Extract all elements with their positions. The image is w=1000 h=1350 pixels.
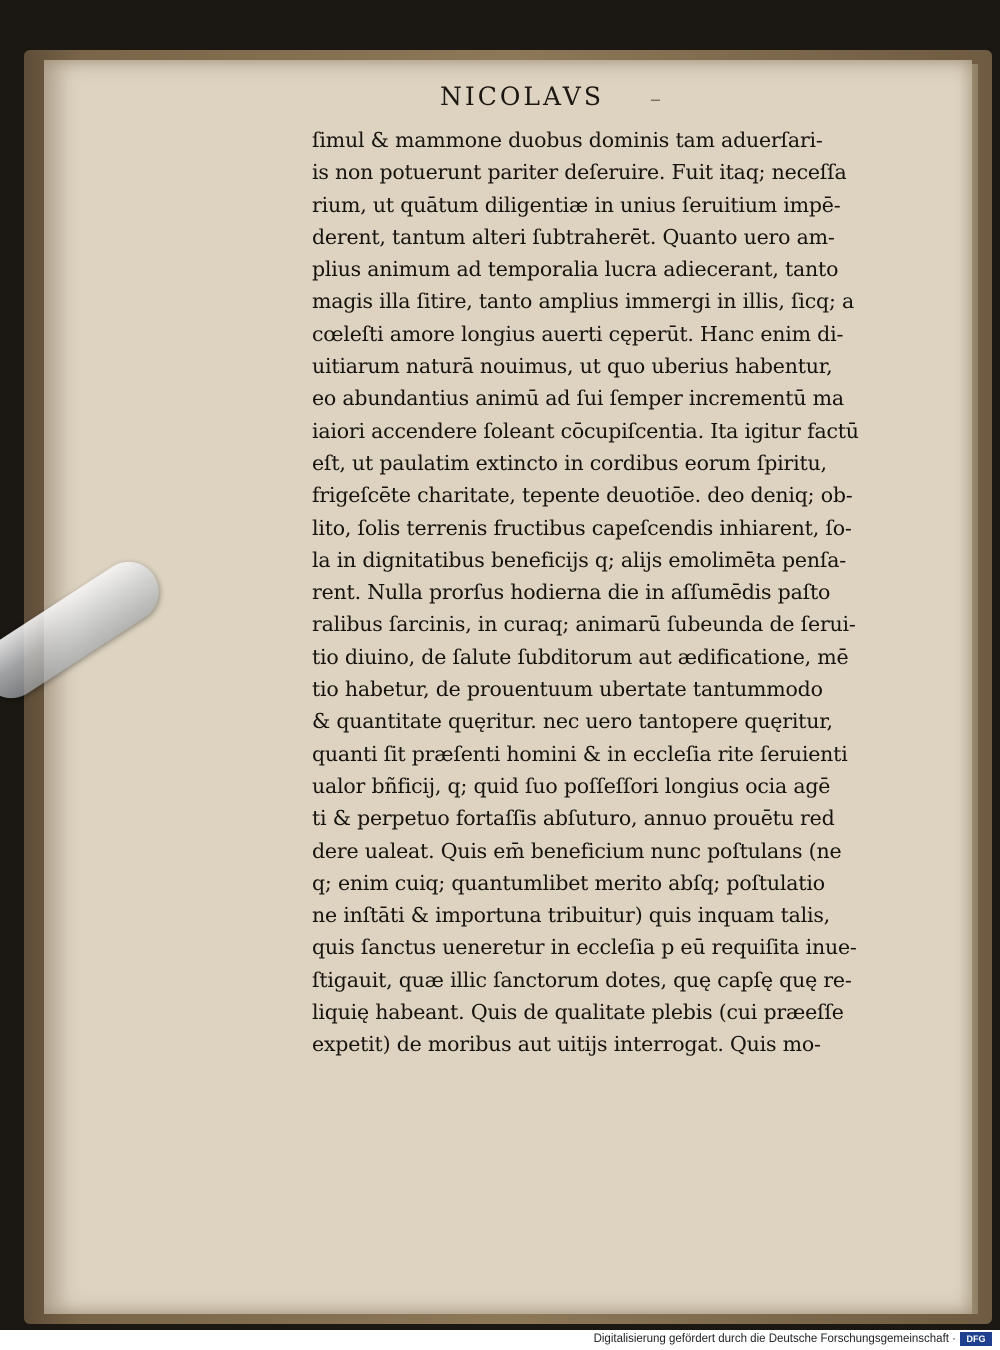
text-line: derent, tantum alteri ſubtraherēt. Quanto uero am- xyxy=(312,224,835,249)
text-line: cœleſti amore longius auerti cęperūt. Hanc enim di- xyxy=(312,321,844,346)
text-line: ualor bñficij, q; quid ſuo poſſeſſori longius ocia agē xyxy=(312,773,831,798)
text-line: la in dignitatibus beneficijs q; alijs emolimēta penſa- xyxy=(312,547,846,572)
text-line: ſimul & mammone duobus dominis tam aduerſari- xyxy=(312,128,823,152)
text-line: ſtigauit, quæ illic ſanctorum dotes, quę capſę quę re- xyxy=(312,967,852,992)
text-line: eſt, ut paulatim extincto in cordibus eorum ſpiritu, xyxy=(312,450,827,475)
running-head-mark: – xyxy=(650,87,661,112)
text-line: is non potuerunt pariter deſeruire. Fuit itaq; neceſſa xyxy=(312,160,847,185)
text-line: lito, ſolis terrenis fructibus capeſcendis inhiarent, ſo- xyxy=(312,515,852,540)
text-block xyxy=(312,124,924,1061)
text-line: q; enim cuiq; quantumlibet merito abſq; poſtulatio xyxy=(312,870,825,895)
text-line: quis ſanctus ueneretur in eccleſia p eū requiſita inue- xyxy=(312,935,857,960)
text-line: liquię habeant. Quis de qualitate plebis (cui præeſſe xyxy=(312,1000,844,1025)
text-line: ralibus ſarcinis, in curaq; animarū ſubeunda de ſerui- xyxy=(312,612,856,637)
text-line: rium, ut quātum diligentiæ in unius ſeruitium impē- xyxy=(312,192,841,217)
text-line: ti & perpetuo fortaſſis abſuturo, annuo prouētu red xyxy=(312,806,835,831)
text-line: uitiarum naturā nouimus, ut quo uberius habentur, xyxy=(312,354,833,379)
text-line: ne inſtāti & importuna tribuitur) quis inquam talis, xyxy=(312,903,830,928)
digitization-credit: Digitalisierung gefördert durch die Deutsche Forschungsgemeinschaft · xyxy=(593,1333,956,1345)
text-line: dere ualeat. Quis em̄ beneficium nunc poſtulans (ne xyxy=(312,838,842,863)
text-line: iaiori accendere ſoleant cōcupiſcentia. Ita igitur factū xyxy=(312,418,859,443)
text-line: rent. Nulla prorſus hodierna die in aſſumēdis paſto xyxy=(312,580,831,605)
text-line: tio habetur, de prouentuum ubertate tantummodo xyxy=(312,677,823,702)
running-head: NICOLAVS xyxy=(440,82,604,111)
text-line: expetit) de moribus aut uitijs interrogat. Quis mo- xyxy=(312,1032,821,1057)
text-line: & quantitate quęritur. nec uero tantopere quęritur, xyxy=(312,709,833,734)
text-line: quanti ſit præſenti homini & in eccleſia rite ſeruienti xyxy=(312,741,848,766)
text-line: tio diuino, de ſalute ſubditorum aut ædificatione, mē xyxy=(312,644,849,669)
dfg-logo: DFG xyxy=(960,1332,992,1346)
text-line: plius animum ad temporalia lucra adiecerant, tanto xyxy=(312,257,839,282)
text-line: frigeſcēte charitate, tepente deuotiōe. deo deniq; ob- xyxy=(312,483,853,508)
text-line: eo abundantius animū ad ſui ſemper incrementū ma xyxy=(312,386,844,411)
text-line: magis illa ſitire, tanto amplius immergi in illis, ſicq; a xyxy=(312,289,854,314)
